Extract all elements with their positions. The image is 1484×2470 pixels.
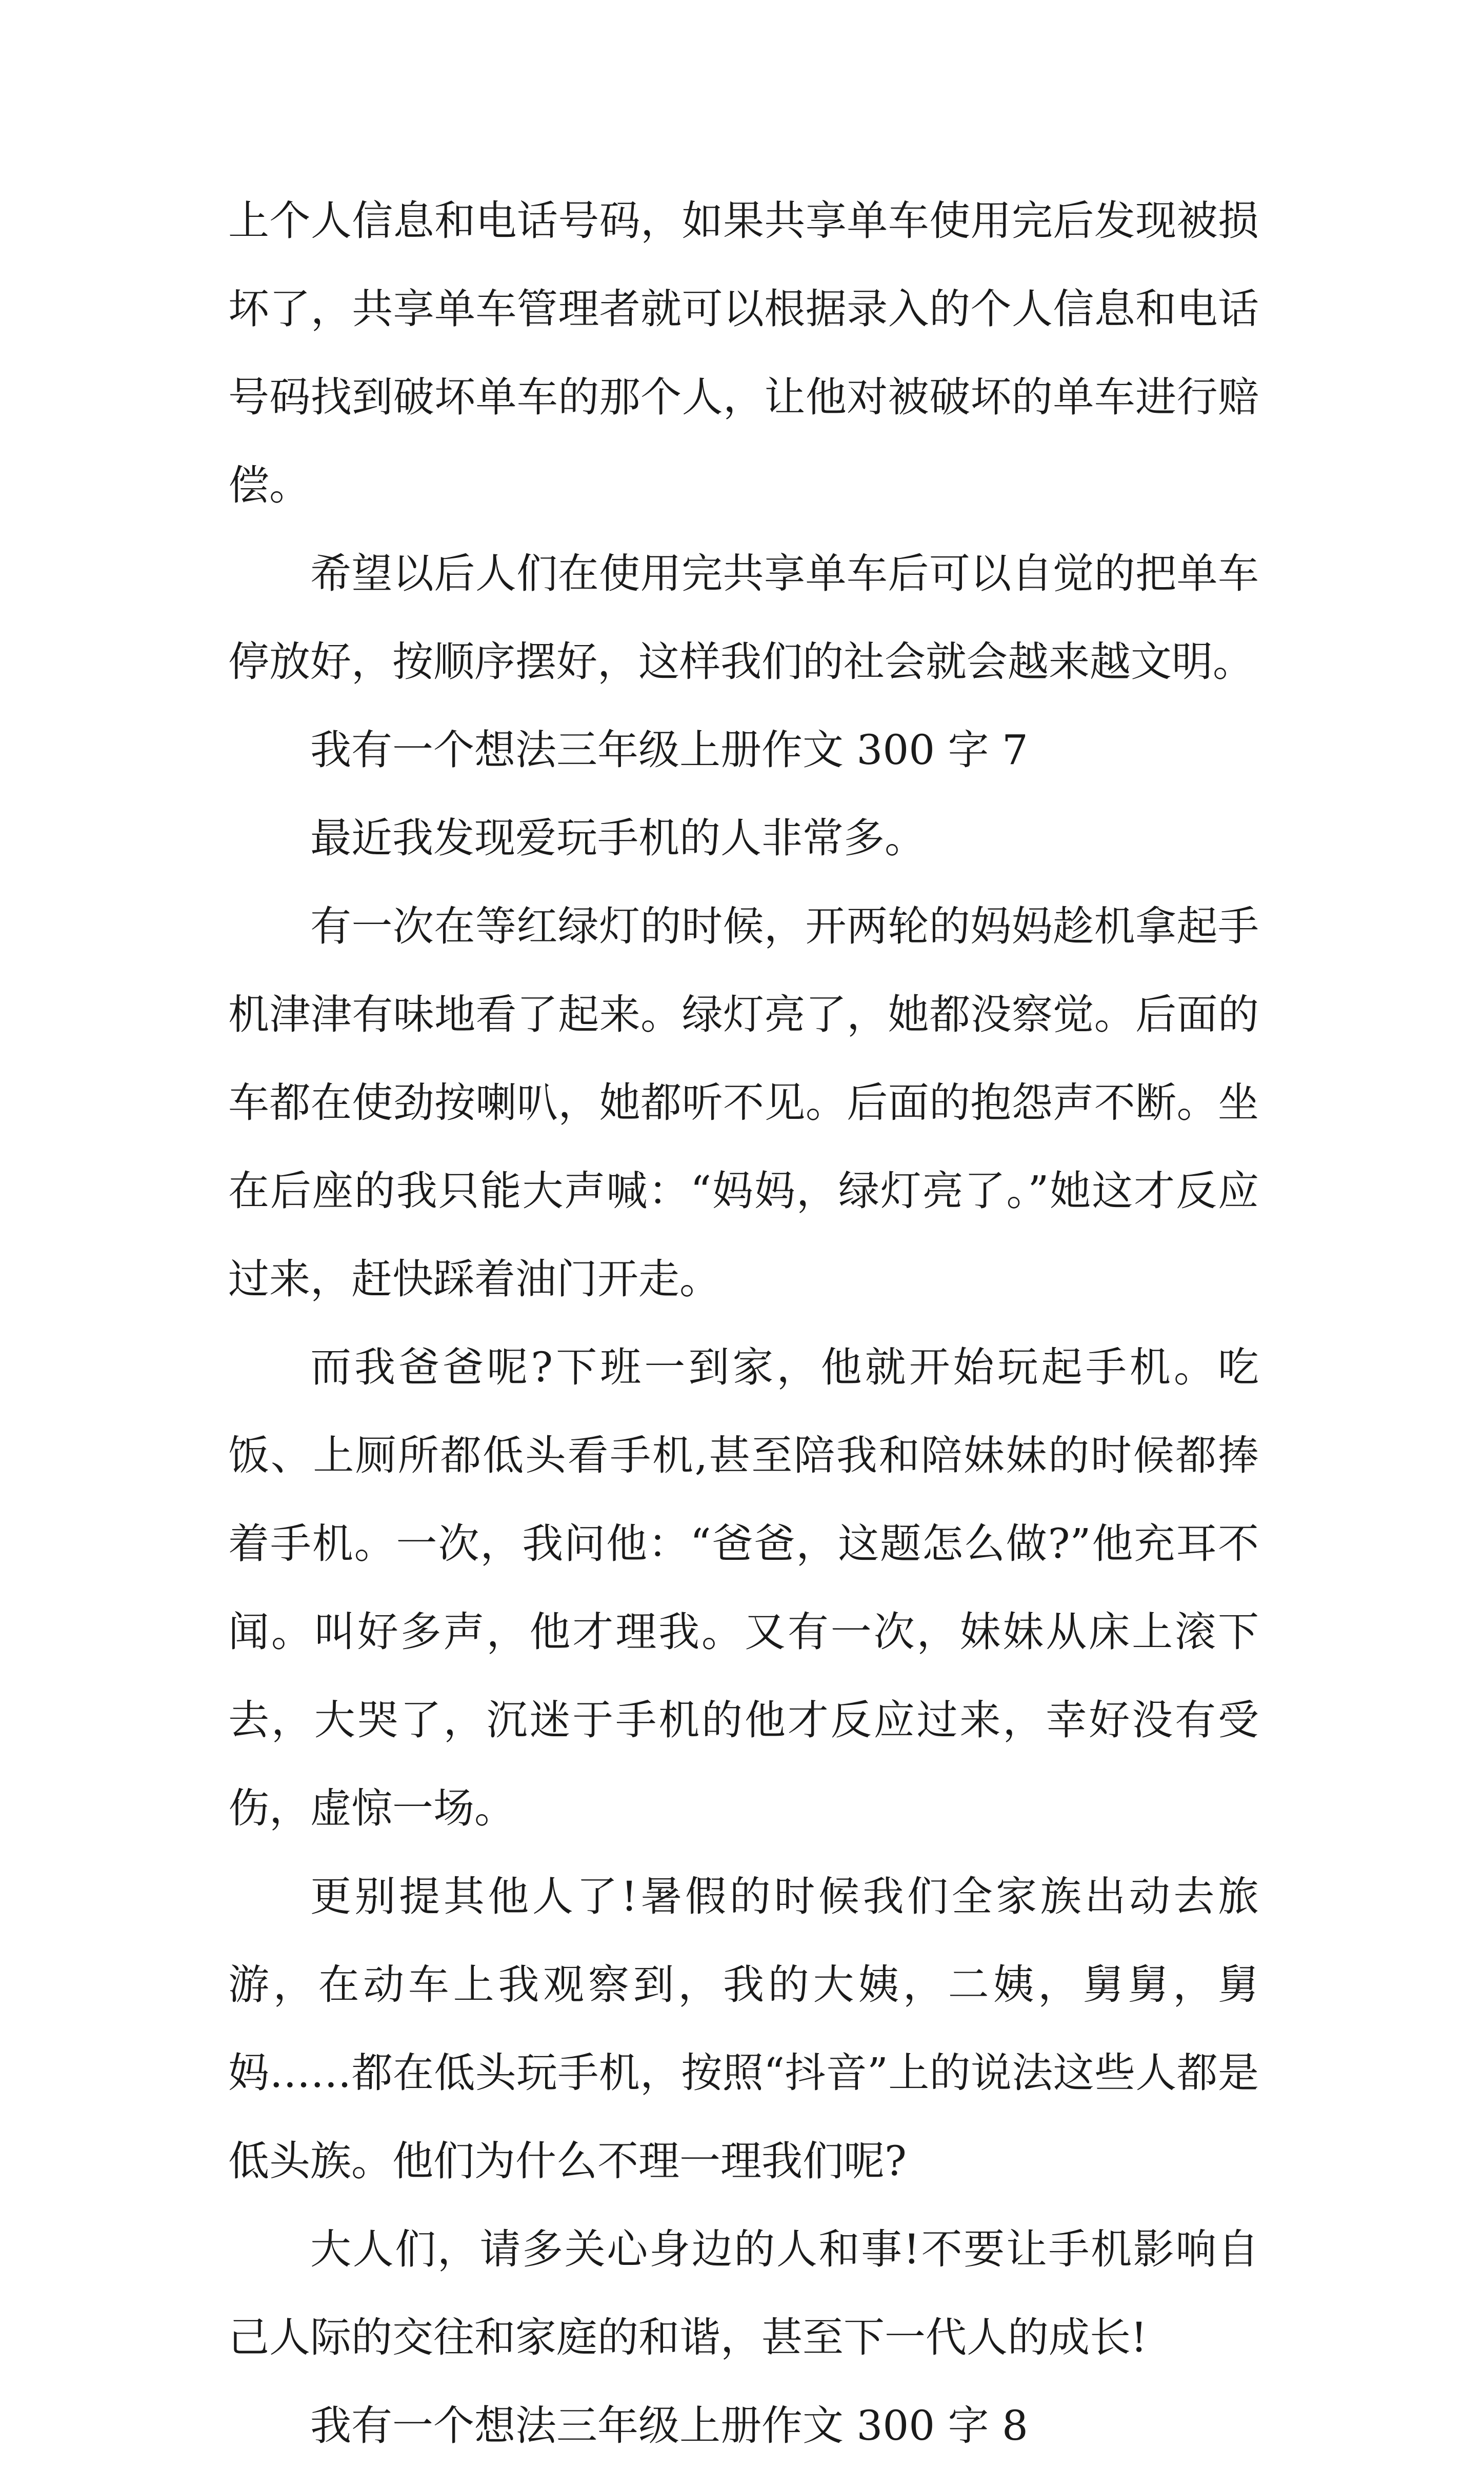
paragraph: 有一次在等红绿灯的时候，开两轮的妈妈趁机拿起手机津津有味地看了起来。绿灯亮了，她都没察觉。后面的车都在使劲按喇叭，她都听不见。后面的抱怨声不断。坐在后座的我只能大声喊：“妈妈，绿灯亮了。”她这才反应过来，赶快踩着油门开走。 [228,902,1259,1303]
paragraph: 希望以后人们在使用完共享单车后可以自觉的把单车停放好，按顺序摆好，这样我们的社会就会越来越文明。 [228,550,1259,686]
paragraph: 大人们，请多关心身边的人和事!不要让手机影响自己人际的交往和家庭的和谐，甚至下一代人的成长! [228,2225,1259,2361]
section-heading: 我有一个想法三年级上册作文 300 字 7 [310,726,1028,774]
section-heading: 我有一个想法三年级上册作文 300 字 8 [310,2402,1028,2449]
paragraph: 更别提其他人了!暑假的时候我们全家族出动去旅游，在动车上我观察到，我的大姨，二姨，舅舅，舅妈……都在低头玩手机，按照“抖音”上的说法这些人都是低头族。他们为什么不理一理我们呢? [228,1873,1259,2185]
paragraph-continuation: 上个人信息和电话号码，如果共享单车使用完后发现被损坏了，共享单车管理者就可以根据录入的个人信息和电话号码找到破坏单车的那个人，让他对被破坏的单车进行赔偿。 [228,197,1259,509]
paragraph: 最近我发现爱玩手机的人非常多。 [310,814,926,862]
paragraph: 而我爸爸呢?下班一到家，他就开始玩起手机。吃饭、上厕所都低头看手机,甚至陪我和陪妹妹的时候都捧着手机。一次，我问他：“爸爸，这题怎么做?”他充耳不闻。叫好多声，他才理我。又有一次，妹妹从床上滚下去，大哭了，沉迷于手机的他才反应过来，幸好没有受伤，虚惊一场。 [228,1343,1259,1832]
document-body [228,177,1259,2470]
